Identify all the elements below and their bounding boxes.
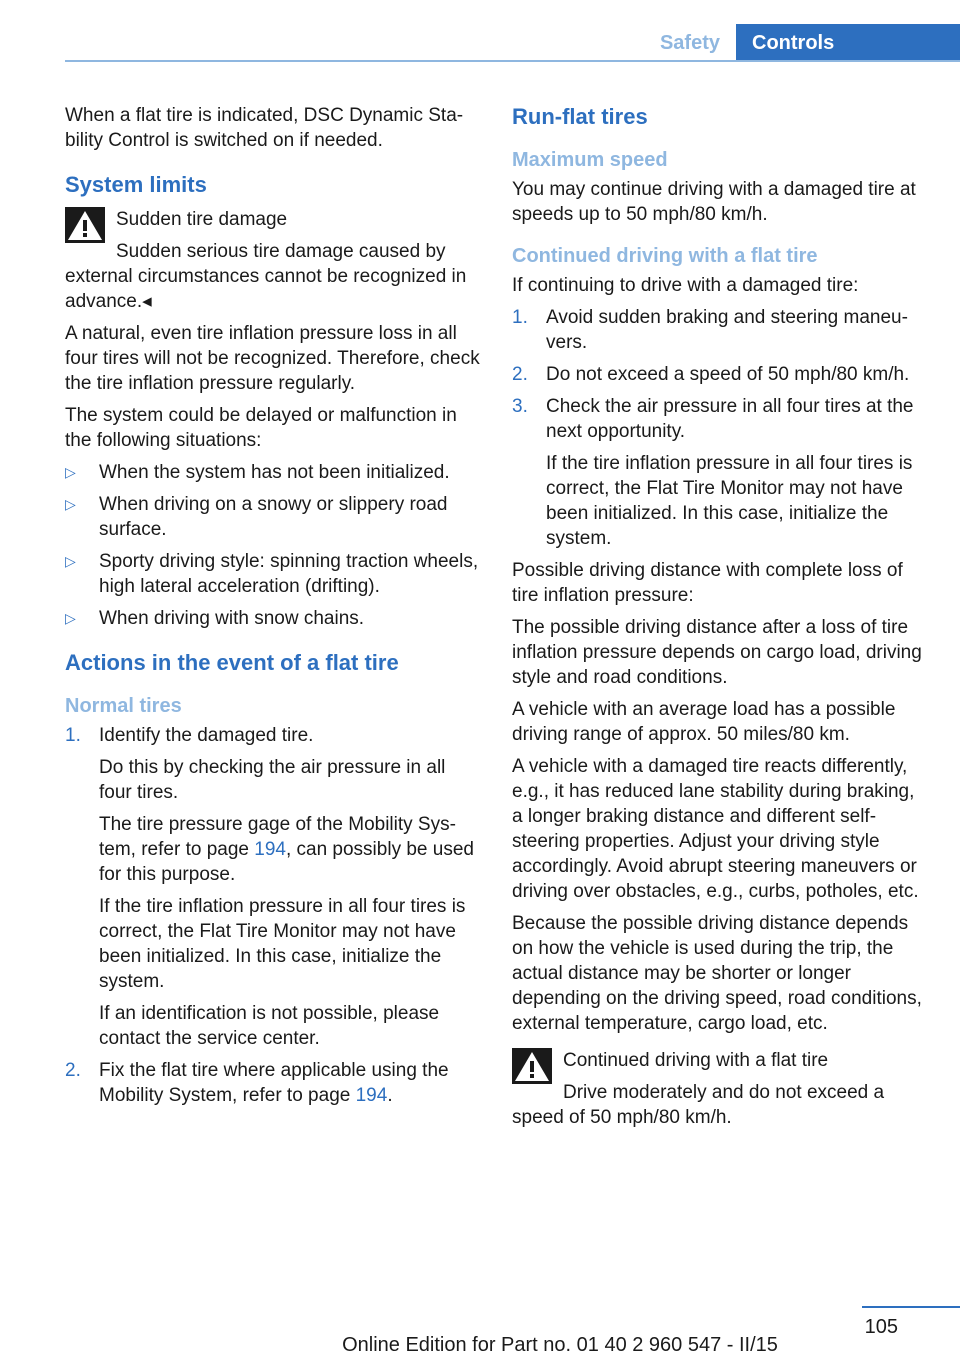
step-text: Do not exceed a speed of 50 mph/80 km/h. bbox=[546, 364, 910, 385]
paragraph: Possible driving distance with complete loss of tire inflation pressure: bbox=[512, 560, 903, 606]
paragraph: The possible driving distance after a loss of tire inflation pressure depends on cargo load, driving style and road conditions. bbox=[512, 617, 922, 688]
paragraph: Because the possible driving distance depends on how the vehicle is used during the trip, the actual distance may be shorter or longer depending on the driving speed, road conditions, external temperature, cargo load, etc. bbox=[512, 913, 922, 1034]
runflat-steps bbox=[512, 305, 930, 551]
normal-tires-steps bbox=[65, 723, 480, 1108]
system-limits-heading: System limits bbox=[65, 172, 207, 197]
step-item bbox=[512, 305, 930, 355]
warning-triangle-icon bbox=[512, 1048, 552, 1084]
paragraph: A vehicle with an average load has a possible driving range of approx. 50 miles/80 km. bbox=[512, 699, 896, 745]
step-item bbox=[65, 1058, 480, 1108]
actions-heading: Actions in the event of a flat tire bbox=[65, 650, 399, 675]
arrow-bullet-icon: ▷ bbox=[65, 496, 76, 512]
step-text: Avoid sudden braking and steering maneuvers. bbox=[546, 307, 908, 353]
intro-text: When a flat tire is indicated, DSC Dynamic Stability Control is switched on if needed. bbox=[65, 105, 464, 151]
right-column bbox=[512, 103, 930, 1137]
warning-title: Sudden tire damage bbox=[116, 209, 288, 230]
warning-title: Continued driving with a flat tire bbox=[563, 1050, 829, 1071]
step-subtext-part: The tire pressure gage of the Mobility System, refer to page bbox=[99, 814, 456, 860]
continued-driving-heading: Continued driving with a flat tire bbox=[512, 245, 818, 267]
step-subtext bbox=[99, 812, 480, 887]
list-item-text: Sporty driving style: spinning traction wheels, high lateral acceleration (drifting). bbox=[99, 551, 479, 597]
paragraph: The system could be delayed or malfunction in the following situations: bbox=[65, 405, 457, 451]
step-subtext: Do this by checking the air pressure in all four tires. bbox=[99, 757, 446, 803]
step-number: 2. bbox=[512, 364, 528, 385]
step-text-part: Fix the flat tire where applicable using the Mobility System, refer to page bbox=[99, 1060, 449, 1106]
step-item bbox=[512, 394, 930, 551]
edition-text: Online Edition for Part no. 01 40 2 960 547 - II/15 bbox=[342, 1334, 778, 1356]
step-text: Check the air pressure in all four tires at the next opportunity. bbox=[546, 396, 914, 442]
paragraph: You may continue driving with a damaged tire at speeds up to 50 mph/80 km/h. bbox=[512, 179, 916, 225]
header-tab-safety[interactable]: Safety bbox=[659, 32, 720, 54]
max-speed-heading: Maximum speed bbox=[512, 149, 668, 171]
step-number: 2. bbox=[65, 1060, 81, 1081]
list-item-text: When driving with snow chains. bbox=[99, 608, 365, 629]
situations-list bbox=[65, 460, 480, 631]
step-number: 3. bbox=[512, 396, 528, 417]
list-item-text: When the system has not been initialized. bbox=[99, 462, 450, 483]
paragraph: If continuing to drive with a damaged tire: bbox=[512, 275, 859, 296]
arrow-bullet-icon: ▷ bbox=[65, 553, 76, 569]
paragraph: A vehicle with a damaged tire reacts differently, e.g., it has reduced lane stability during braking, a longer braking distance and different self-steering properties. Adjust your driving style accordingly. Avoid abrupt steering maneuvers or driving over obstacles, e.g., curbs, potholes, etc. bbox=[512, 756, 919, 902]
header-tab-controls[interactable]: Controls bbox=[736, 24, 960, 62]
step-text-part: . bbox=[387, 1085, 393, 1106]
list-item bbox=[65, 492, 480, 542]
warning-triangle-icon bbox=[65, 207, 105, 243]
page-link-194[interactable]: 194 bbox=[355, 1085, 388, 1106]
step-subtext: If an identification is not possible, please contact the service center. bbox=[99, 1003, 440, 1049]
step-subtext: If the tire inflation pressure in all four tires is correct, the Flat Tire Monitor may not have been initialized. In this case, initialize the system. bbox=[546, 453, 913, 549]
warning-body: Drive moderately and do not exceed a speed of 50 mph/80 km/h. bbox=[512, 1082, 885, 1128]
header-rule bbox=[65, 60, 960, 62]
arrow-bullet-icon: ▷ bbox=[65, 610, 76, 626]
warning-continued-driving bbox=[512, 1048, 930, 1130]
paragraph: A natural, even tire inflation pressure loss in all four tires will not be recognized. Therefore, check the tire inflation pressure regularly. bbox=[65, 323, 480, 394]
page-number: 105 bbox=[864, 1316, 898, 1338]
list-item bbox=[65, 549, 480, 599]
step-number: 1. bbox=[512, 307, 528, 328]
runflat-heading: Run-flat tires bbox=[512, 104, 648, 129]
left-column bbox=[65, 103, 480, 1115]
step-text: Identify the damaged tire. bbox=[99, 725, 314, 746]
list-item-text: When driving on a snowy or slippery road surface. bbox=[99, 494, 448, 540]
arrow-bullet-icon: ▷ bbox=[65, 464, 76, 480]
step-subtext-part: , can possibly be used for this purpose. bbox=[99, 839, 474, 885]
step-subtext: If the tire inflation pressure in all four tires is correct, the Flat Tire Monitor may not have been initialized. In this case, initialize the system. bbox=[99, 896, 466, 992]
step-number: 1. bbox=[65, 725, 81, 746]
step-text bbox=[99, 1058, 480, 1108]
list-item bbox=[65, 460, 480, 485]
list-item bbox=[65, 606, 480, 631]
step-item bbox=[65, 723, 480, 1051]
warning-body: Sudden serious tire damage caused by external circumstances cannot be recognized in advance.◂ bbox=[65, 241, 467, 312]
step-item bbox=[512, 362, 930, 387]
footer-rule bbox=[862, 1306, 960, 1308]
page-link-194[interactable]: 194 bbox=[254, 839, 286, 860]
normal-tires-heading: Normal tires bbox=[65, 695, 182, 717]
warning-sudden-damage bbox=[65, 207, 480, 314]
